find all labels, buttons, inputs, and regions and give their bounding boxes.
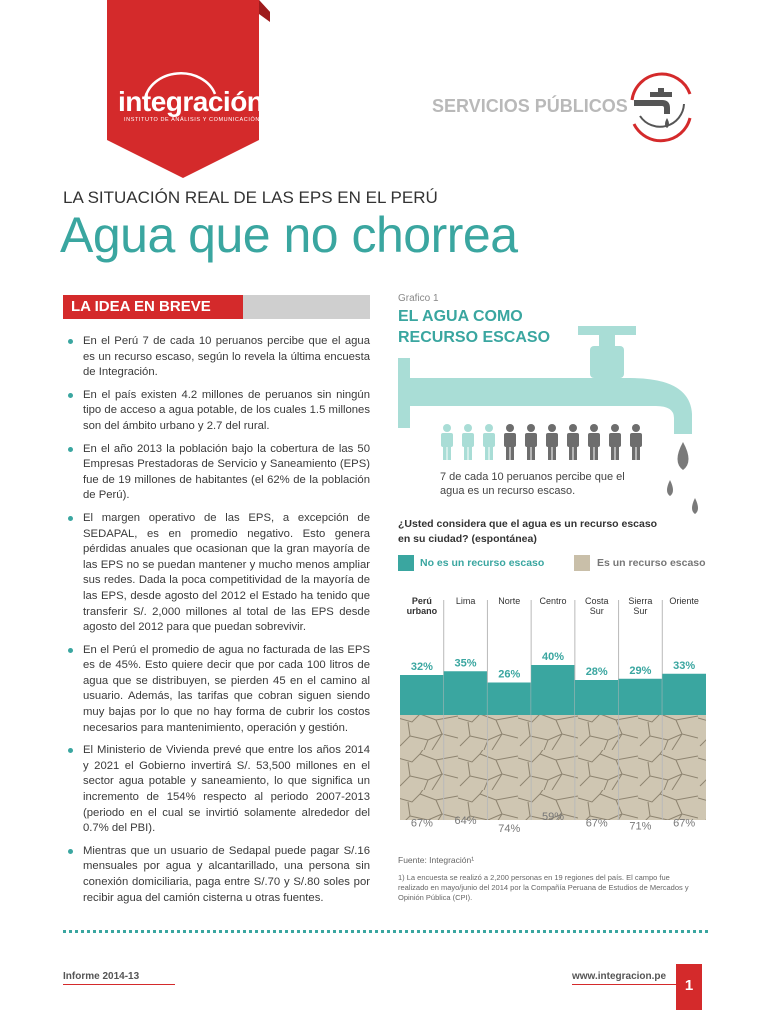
value-label-scarce: 67% xyxy=(410,817,433,830)
value-label-not-scarce: 32% xyxy=(410,661,433,673)
legend-label-not-scarce: No es un recurso escaso xyxy=(420,557,545,569)
figure-title: EL AGUA COMO RECURSO ESCASO xyxy=(398,308,551,346)
page-number: 1 xyxy=(676,964,702,1010)
brief-header xyxy=(63,295,370,319)
person-icon xyxy=(462,424,474,460)
category-label: Lima xyxy=(455,596,476,606)
person-icon xyxy=(483,424,495,460)
brief-bullet-list xyxy=(67,334,370,913)
value-label-scarce: 59% xyxy=(541,811,565,823)
value-label-not-scarce: 33% xyxy=(673,659,696,672)
brief-heading: LA IDEA EN BREVE xyxy=(71,298,211,315)
brief-bullet: En el año 2013 la población bajo la cobertura de las 50 Empresas Prestadoras de Servicio y Saneamiento (EPS) fue de 19 millones de habitantes (el 62% de la población de Perú). xyxy=(67,442,370,504)
brief-bullet: En el Perú el promedio de agua no facturada de las EPS es de 45%. Esto quiere decir que por cada 100 litros de agua que se distribuyen, se pierden 45 en el camino al usuario. Además, las tarifas que cobran siguen siendo muy bajas por lo que no hay forma de cubrir los costos necesarios para mantenimiento, operación y gestión. xyxy=(67,643,370,737)
article-subtitle: LA SITUACIÓN REAL DE LAS EPS EN EL PERÚ xyxy=(63,188,438,207)
water-drop-icon xyxy=(678,442,689,470)
person-icon xyxy=(525,424,537,460)
person-icon xyxy=(588,424,600,460)
pipe-shape xyxy=(398,358,692,434)
value-label-scarce: 67% xyxy=(673,817,696,830)
legend-label-scarce: Es un recurso escaso xyxy=(597,557,706,569)
brief-bullet: Mientras que un usuario de Sedapal puede pagar S/.16 mensuales por agua y alcantarillado, una persona sin conexión domiciliaria, paga entre S/.70 y S/.80 soles por recibir agua del camión cisterna u otras fuentes. xyxy=(67,844,370,906)
bar-not-scarce xyxy=(662,674,706,715)
brief-bullet: En el Perú 7 de cada 10 peruanos percibe que el agua es un recurso escaso, según lo revela la última encuesta de Integración. xyxy=(67,334,370,381)
brief-bullet: El Ministerio de Vivienda prevé que entre los años 2014 y 2021 el Gobierno invertirá S/. 53,500 millones en el sector agua potable y saneamiento, lo que significa un incremento de 154% respecto al periodo 2007-2013 (periodo en el cual se invirtió solamente alrededor del 0.7% del PBI). xyxy=(67,743,370,837)
value-label-scarce: 71% xyxy=(629,820,652,833)
bar-not-scarce xyxy=(575,680,619,715)
logo-subtext: INSTITUTO DE ANÁLISIS Y COMUNICACIÓN xyxy=(124,117,260,123)
value-label-not-scarce: 35% xyxy=(454,657,477,670)
bar-not-scarce xyxy=(444,671,488,715)
value-label-scarce: 67% xyxy=(585,817,608,830)
person-icon xyxy=(630,424,642,460)
category-label: Oriente xyxy=(669,596,699,606)
category-label: Sierra Sur xyxy=(628,596,653,616)
figure-label: Grafico 1 xyxy=(398,293,439,304)
logo-text: integración xyxy=(118,86,264,117)
value-label-scarce: 64% xyxy=(454,815,477,827)
people-row xyxy=(441,424,642,460)
bar-not-scarce xyxy=(487,683,531,716)
water-tap-icon xyxy=(622,70,700,148)
value-label-not-scarce: 28% xyxy=(585,666,608,678)
section-divider xyxy=(63,930,708,933)
water-drop-icon xyxy=(692,498,698,514)
chart-legend xyxy=(398,554,708,574)
article-title: Agua que no chorrea xyxy=(60,207,518,263)
water-drop-icon xyxy=(667,480,673,496)
person-icon xyxy=(609,424,621,460)
person-icon xyxy=(441,424,453,460)
value-label-not-scarce: 26% xyxy=(498,668,521,681)
value-label-not-scarce: 40% xyxy=(541,651,565,663)
report-label: Informe 2014-13 xyxy=(63,971,140,982)
brief-bullet: El margen operativo de las EPS, a excepción de SEDAPAL, es en promedio negativo. Esto genera pérdidas anuales que ocasionan que la gran mayoría de las EPS no se puedan mantener y mucho menos ampliar sus redes. Dada la poca competitividad de la mayoría de las EPS, desde agosto del 2012 el Estado ha tenido que transferir S/. 2,000 millones al total de las EPS desde agosto del 2012 para que puedan sobrevivir. xyxy=(67,511,370,636)
person-icon xyxy=(504,424,516,460)
bar-not-scarce xyxy=(619,679,663,715)
people-caption: 7 de cada 10 peruanos percibe que el agua es un recurso escaso. xyxy=(440,471,625,497)
category-label: Perú urbano xyxy=(406,596,438,616)
person-icon xyxy=(546,424,558,460)
website-link[interactable]: www.integracion.pe xyxy=(572,971,667,982)
section-label: SERVICIOS PÚBLICOS xyxy=(432,96,628,116)
legend-swatch-scarce xyxy=(574,555,590,571)
brief-bullet: En el país existen 4.2 millones de peruanos sin ningún tipo de acceso a agua potable, de los cuales 1.5 millones son del ámbito urbano y 2.7 del rural. xyxy=(67,388,370,435)
bar-not-scarce xyxy=(531,665,575,715)
chart-source: Fuente: Integración¹ xyxy=(398,855,475,865)
chart-title: ¿Usted considera que el agua es un recurso escaso en su ciudad? (espontánea) xyxy=(398,518,658,545)
dry-soil-texture xyxy=(400,715,706,820)
chart-footnote: 1) La encuesta se realizó a 2,200 personas en 19 regiones del país. El campo fue realizado en mayo/junio del 2014 por la Compañía Peruana de Estudios de Mercados y Opinión Pública (CPI). xyxy=(398,873,689,902)
value-label-scarce: 74% xyxy=(498,823,521,835)
bar-chart xyxy=(398,590,708,850)
person-icon xyxy=(567,424,579,460)
value-label-not-scarce: 29% xyxy=(629,664,652,677)
legend-swatch-not-scarce xyxy=(398,555,414,571)
category-label: Centro xyxy=(539,596,567,606)
bar-not-scarce xyxy=(400,675,444,715)
category-label: Norte xyxy=(498,596,521,606)
category-label: Costa Sur xyxy=(584,596,609,616)
tap-handle xyxy=(578,326,636,335)
